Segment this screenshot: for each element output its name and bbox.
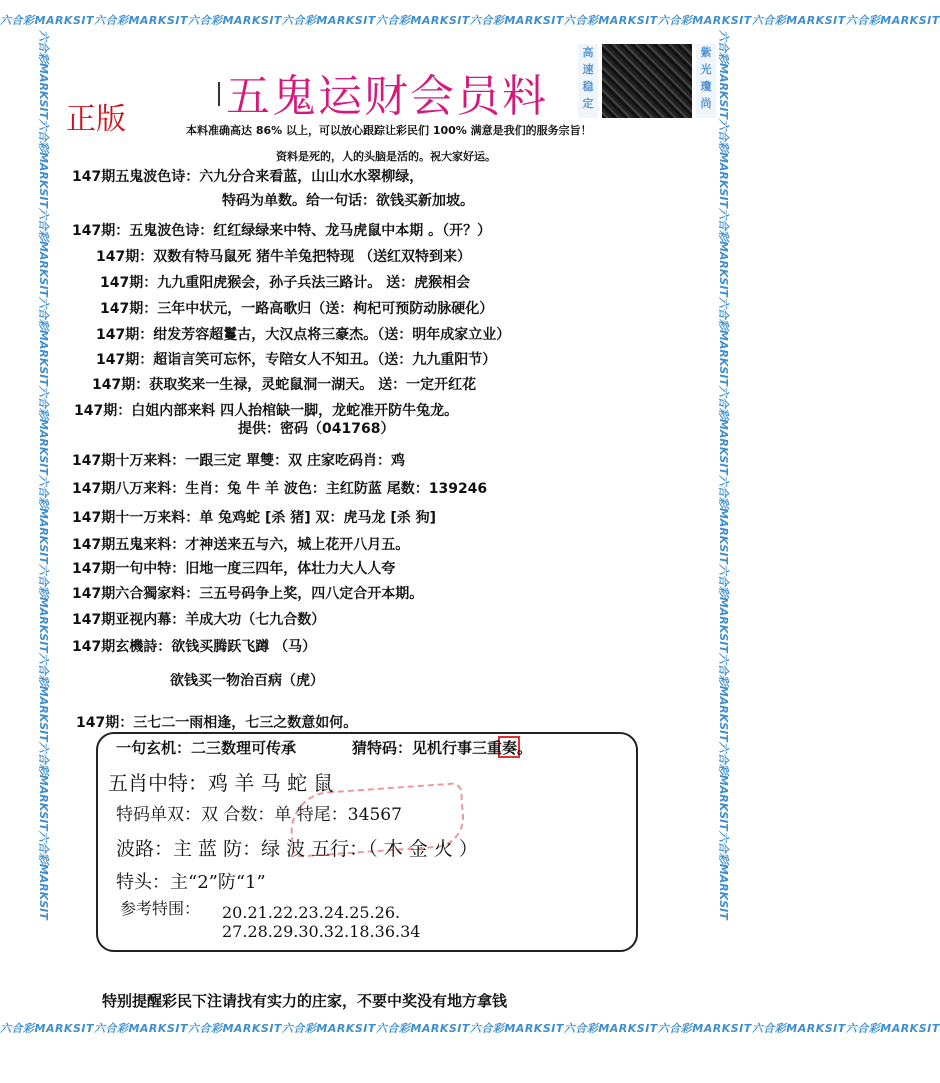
text-line: 147期十万来料：一跟三定 單雙：双 庄家吃码肖：鸡	[72, 453, 405, 469]
border-right-pattern: 六合彩MARKSIT六合彩MARKSIT六合彩MARKSIT六合彩MARKSIT六合彩MARKSIT六合彩MARKSIT六合彩MARKSIT六合彩MARKSIT六合彩MARKSIT六合彩MARKSIT	[717, 30, 730, 920]
text-line: 欲钱买一物治百病（虎）	[170, 673, 324, 689]
text-line: 147期一句中特：旧地一度三四年，体壮力大人人夸	[72, 561, 396, 577]
text-line: 提供：密码（041768）	[238, 421, 395, 437]
qr-code-block	[578, 44, 716, 118]
text-line: 147期玄機詩：欲钱买腾跃飞蹲 （马）	[72, 639, 317, 655]
text-line: 147期亚视内幕：羊成大功（七九合数）	[72, 612, 326, 628]
border-left-pattern: 六合彩MARKSIT六合彩MARKSIT六合彩MARKSIT六合彩MARKSIT六合彩MARKSIT六合彩MARKSIT六合彩MARKSIT六合彩MARKSIT六合彩MARKSIT六合彩MARKSIT	[37, 30, 50, 920]
border-top-pattern: 六合彩MARKSIT六合彩MARKSIT六合彩MARKSIT六合彩MARKSIT六合彩MARKSIT六合彩MARKSIT六合彩MARKSIT六合彩MARKSIT六合彩MARKSIT六合彩MARKSIT	[0, 14, 940, 27]
qr-code-icon	[602, 44, 692, 118]
qr-left-label: 高速稳定	[578, 44, 598, 118]
text-line: 147期：三七二一雨相逢，七三之数意如何。	[76, 715, 358, 731]
text-line: 147期：超诣言笑可忘怀，专陪女人不知丑。（送：九九重阳节）	[96, 352, 497, 368]
box-range-row1: 20.21.22.23.24.25.26.	[222, 903, 401, 922]
box-range-label: 参考特围：	[120, 899, 201, 918]
text-line: 147期八万来料：生肖：兔 牛 羊 波色：主红防蓝 尾数：139246	[72, 481, 488, 497]
text-line: 147期十一万来料：单 兔鸡蛇 [杀 猪] 双：虎马龙 [杀 狗]	[72, 510, 437, 526]
border-bottom-pattern: 六合彩MARKSIT六合彩MARKSIT六合彩MARKSIT六合彩MARKSIT六合彩MARKSIT六合彩MARKSIT六合彩MARKSIT六合彩MARKSIT六合彩MARKSIT六合彩MARKSIT	[0, 1022, 940, 1035]
tagline-accuracy: 本料准确高达 86% 以上，可以放心跟踪让彩民们 100% 满意是我们的服务宗旨！	[186, 124, 592, 137]
text-line: 147期：获取奖来一生禄，灵蛇鼠洞一湖天。 送：一定开红花	[92, 377, 477, 393]
text-line: 147期六合獨家料：三五号码争上奖，四八定合开本期。	[72, 586, 424, 602]
footer-note: 特别提醒彩民下注请找有实力的庄家，不要中奖没有地方拿钱	[102, 992, 508, 1010]
text-line: 147期五鬼波色诗：六九分合来看蓝，山山水水翠柳绿，	[72, 169, 424, 185]
text-line: 147期：五鬼波色诗：红红绿绿来中特、龙马虎鼠中本期 。（开？）	[72, 223, 492, 239]
text-line: 147期五鬼来料：才神送来五与六，城上花开八月五。	[72, 537, 410, 553]
text-line: 147期：白姐内部来料 四人抬棺缺一脚，龙蛇准开防牛兔龙。	[74, 403, 459, 419]
text-line: 147期：双数有特马鼠死 猪牛羊兔把特现 （送红双特到来）	[96, 249, 471, 265]
text-line: 147期：绀发芳容超鬘古，大汉点将三豪杰。（送：明年成家立业）	[96, 327, 511, 343]
box-range-row2: 27.28.29.30.32.18.36.34	[222, 922, 421, 941]
page-title: 五鬼运财会员料	[226, 71, 548, 122]
box-wave: 波路：主 蓝 防：绿 波 五行：（ 木 金 火 ）	[116, 838, 478, 860]
box-hint: 一句玄机：二三数理可传承	[116, 739, 297, 757]
text-line: 147期：三年中状元，一路高歌归（送：枸杞可预防动脉硬化）	[100, 301, 494, 317]
title-divider	[218, 82, 220, 106]
text-line: 特码为单数。给一句话：欲钱买新加坡。	[222, 193, 474, 209]
text-line: 147期：九九重阳虎猴会，孙子兵法三路计。 送：虎猴相会	[100, 275, 471, 291]
tagline-luck: 资料是死的，人的头脑是活的。祝大家好运。	[276, 150, 496, 163]
qr-right-label: 紫光瓊尚	[696, 44, 716, 118]
box-zodiac: 五肖中特：鸡 羊 马 蛇 鼠	[108, 771, 334, 795]
box-parity: 特码单双：双 合数：单 特尾：34567	[116, 805, 402, 825]
box-head: 特头：主“2”防“1”	[116, 872, 266, 893]
authentic-badge: 正版	[66, 102, 126, 137]
box-guess: 猜特码：见机行事三重奏。	[352, 739, 533, 757]
